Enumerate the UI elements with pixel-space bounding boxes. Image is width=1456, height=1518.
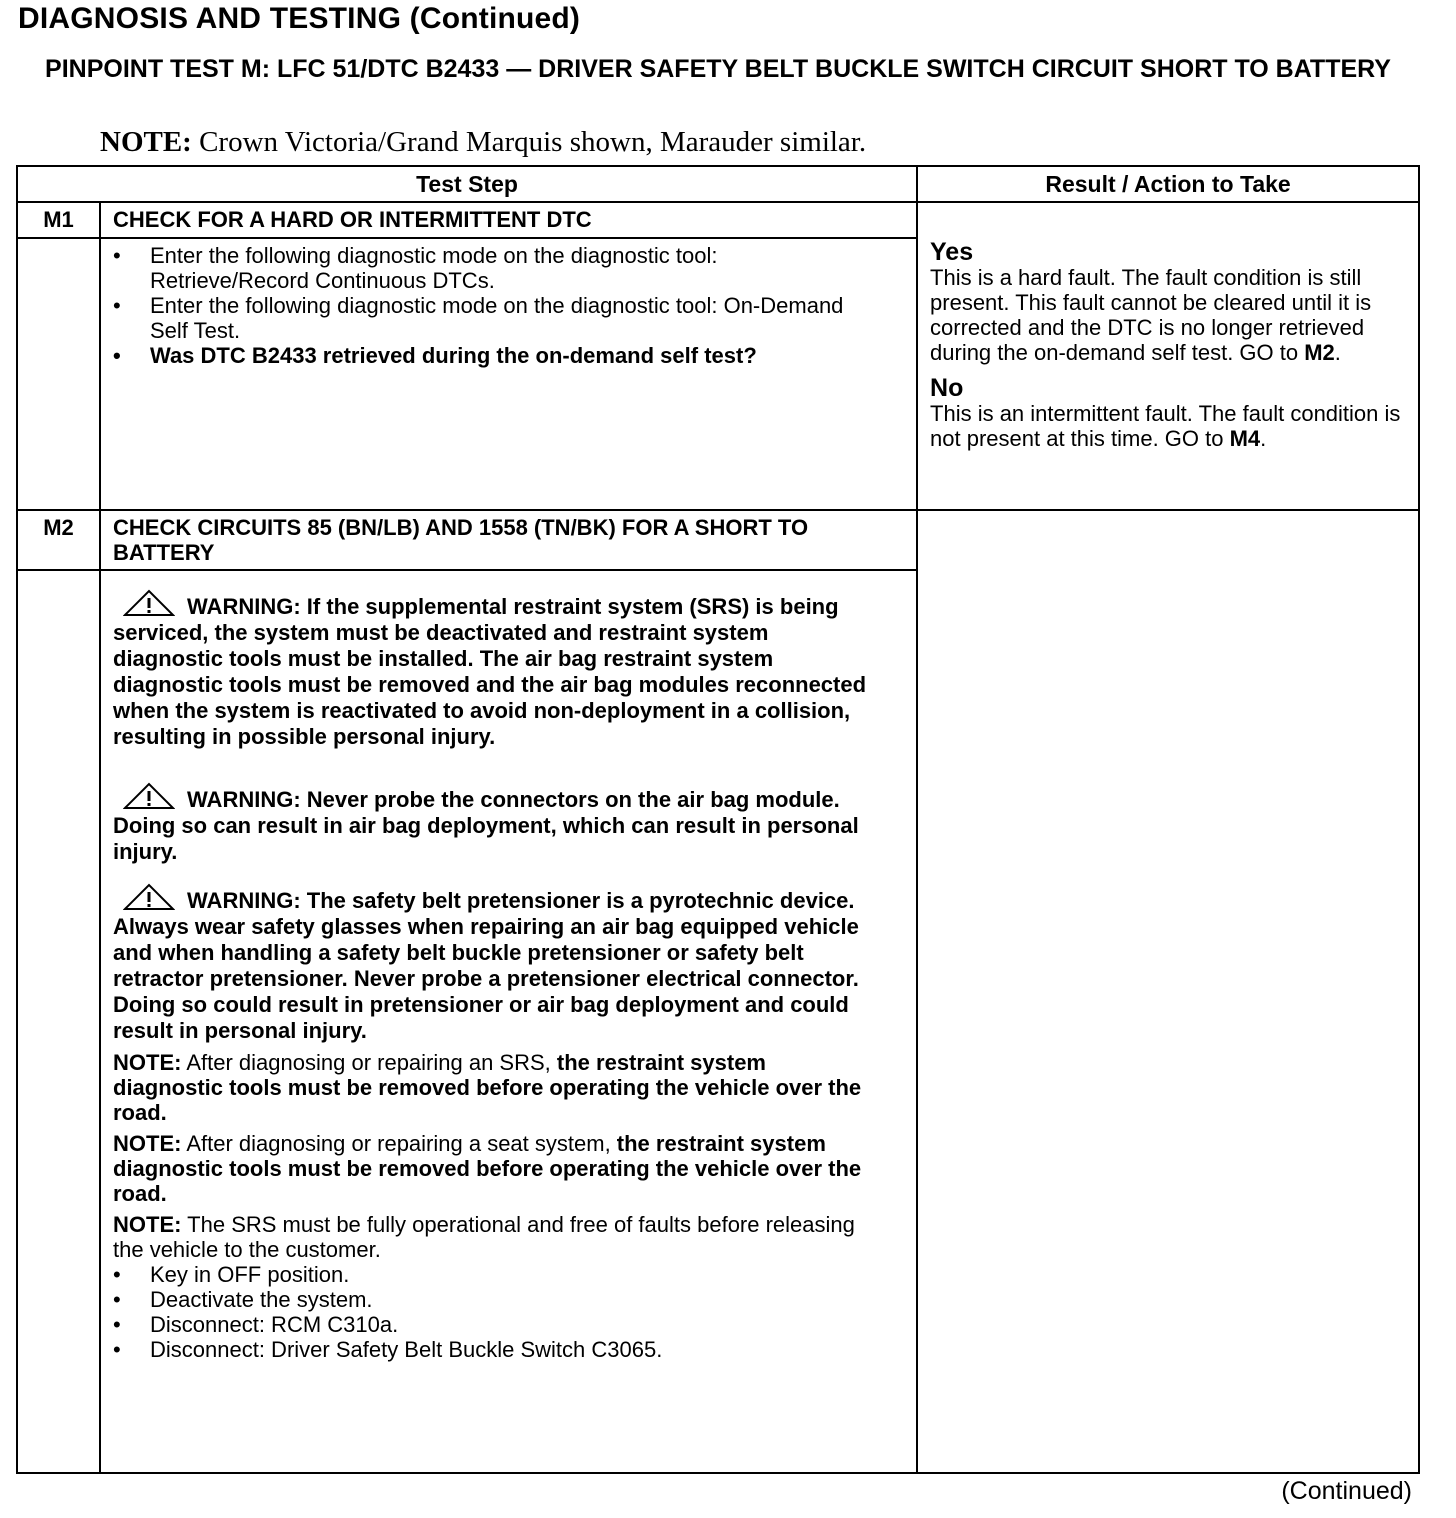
list-item: • Deactivate the system. [113, 1287, 876, 1312]
result-yes-text: This is a hard fault. The fault condition is still present. This fault cannot be cleared until it is corrected and the DTC is no longer retrieved during the on-demand self test. GO to M2. [930, 265, 1372, 365]
note-srs: NOTE: After diagnosing or repairing an SRS, the restraint system diagnostic tools must be removed before operating the vehicle over the road. [113, 1050, 862, 1125]
result-yes-label: Yes [930, 238, 974, 266]
list-item: • Disconnect: Driver Safety Belt Buckle Switch C3065. [113, 1337, 876, 1362]
step-id-m2: M2 [17, 510, 100, 570]
note-operational: NOTE: The SRS must be fully operational and free of faults before releasing the vehicle to the customer. [113, 1212, 855, 1262]
goto-m4-ref: M4 [1229, 426, 1261, 451]
step-title-m1: CHECK FOR A HARD OR INTERMITTENT DTC [100, 202, 917, 238]
intro-note-text: Crown Victoria/Grand Marquis shown, Marauder similar. [191, 126, 867, 158]
step-content-m1 [100, 238, 917, 510]
list-item: • Enter the following diagnostic mode on the diagnostic tool: On-Demand Self Test. [113, 293, 876, 343]
continued-footer: (Continued) [1281, 1477, 1412, 1505]
intro-note [100, 126, 866, 159]
page-header: DIAGNOSIS AND TESTING (Continued) [18, 2, 581, 35]
result-cell-m2 [917, 510, 1419, 1473]
warning-srs: WARNING: If the supplemental restraint system (SRS) is being serviced, the system must be deactivated and restraint system diagnostic tools must be installed. The air bag restraint system diagnostic tools must be removed and the air bag modules reconnected when the system is reactivated to avoid non-deployment in a collision, resulting in possible personal injury. [113, 589, 876, 750]
result-cell-m1 [917, 202, 1419, 510]
list-item-question: • Was DTC B2433 retrieved during the on-demand self test? [113, 343, 876, 368]
warning-triangle-icon [123, 589, 175, 617]
pinpoint-test-title: PINPOINT TEST M: LFC 51/DTC B2433 — DRIVER SAFETY BELT BUCKLE SWITCH CIRCUIT SHORT TO BATTERY [45, 55, 1391, 83]
test-step-table [16, 165, 1420, 1474]
warning-triangle-icon [123, 782, 175, 810]
step-id-blank-m1 [17, 238, 100, 510]
column-header-result: Result / Action to Take [917, 166, 1419, 202]
list-item: • Enter the following diagnostic mode on the diagnostic tool: Retrieve/Record Continuous DTCs. [113, 243, 876, 293]
step-id-blank-m2 [17, 570, 100, 1473]
result-no-label: No [930, 374, 964, 402]
list-item: • Disconnect: RCM C310a. [113, 1312, 876, 1337]
column-header-test-step: Test Step [17, 166, 917, 202]
warning-triangle-icon [123, 883, 175, 911]
intro-note-label: NOTE: [100, 126, 192, 158]
note-seat: NOTE: After diagnosing or repairing a seat system, the restraint system diagnostic tools must be removed before operating the vehicle over the road. [113, 1131, 862, 1206]
list-item: • Key in OFF position. [113, 1262, 876, 1287]
step-title-m2: CHECK CIRCUITS 85 (BN/LB) AND 1558 (TN/BK) FOR A SHORT TO BATTERY [100, 510, 917, 570]
warning-probe: WARNING: Never probe the connectors on the air bag module. Doing so can result in air bag deployment, which can result in personal injury. [113, 782, 876, 865]
goto-m2-ref: M2 [1304, 340, 1335, 365]
warning-pretensioner: WARNING: The safety belt pretensioner is a pyrotechnic device. Always wear safety glasses when repairing an air bag equipped vehicle and when handling a safety belt buckle pretensioner or safety belt retractor pretensioner. Never probe a pretensioner electrical connector. Doing so could result in pretensioner or air bag deployment and could result in personal injury. [113, 883, 876, 1044]
step-id-m1: M1 [17, 202, 100, 238]
result-no-text: This is an intermittent fault. The fault condition is not present at this time. GO to M4. [930, 401, 1401, 451]
step-content-m2 [100, 570, 917, 1473]
